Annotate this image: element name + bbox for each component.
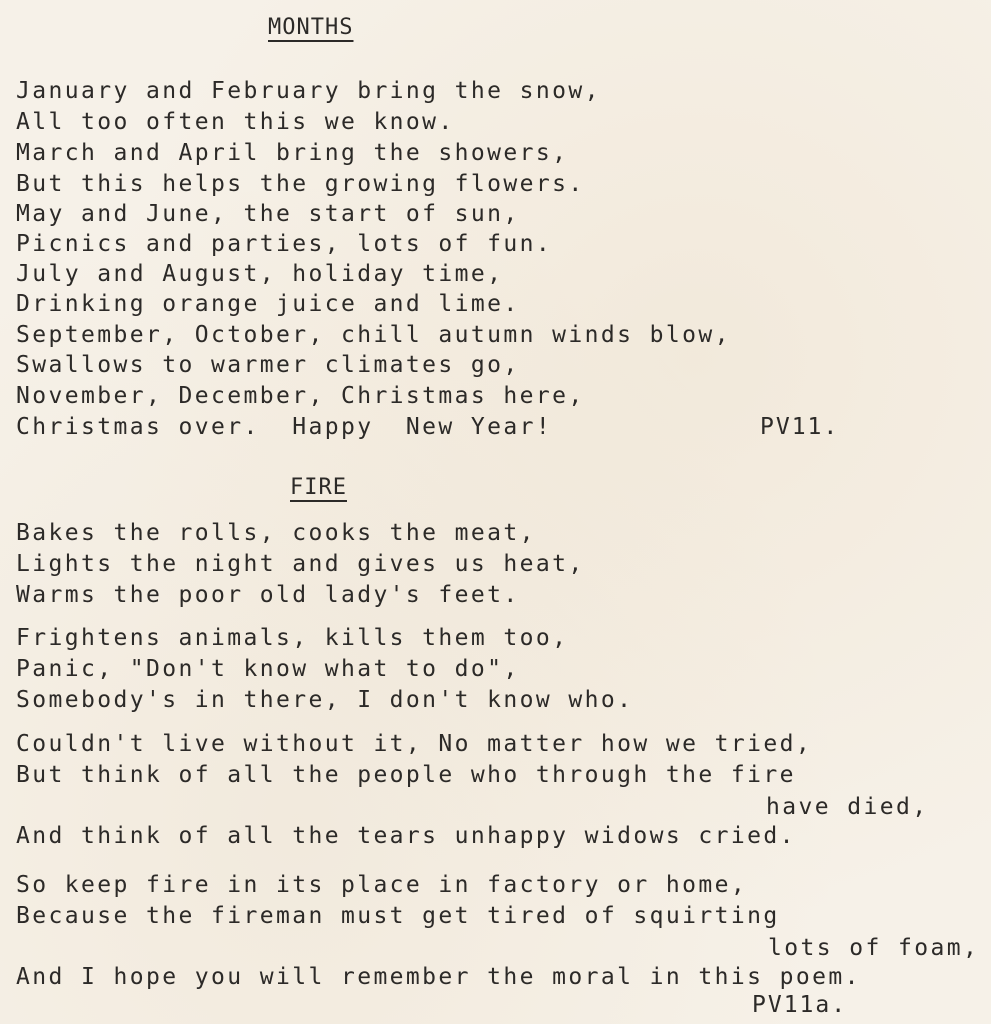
poem-line: Because the fireman must get tired of squirting <box>16 903 780 929</box>
poem-line: Warms the poor old lady's feet. <box>16 582 520 608</box>
poem-title-months: MONTHS <box>268 15 354 40</box>
poem-line: Lights the night and gives us heat, <box>16 551 585 577</box>
poem-line: Drinking orange juice and lime. <box>16 291 520 317</box>
poem-line: Frightens animals, kills them too, <box>16 625 569 651</box>
poem-line: January and February bring the snow, <box>16 78 601 104</box>
poem-line: Somebody's in there, I don't know who. <box>16 687 634 713</box>
poem-line: May and June, the start of sun, <box>16 201 520 227</box>
poem-line: And I hope you will remember the moral in this poem. <box>16 964 861 990</box>
poem-line: Couldn't live without it, No matter how we tried, <box>16 731 813 757</box>
poem-line: All too often this we know. <box>16 109 455 135</box>
poem-line: And think of all the tears unhappy widows cried. <box>16 823 796 849</box>
poem-line: Bakes the rolls, cooks the meat, <box>16 520 536 546</box>
poem-line: Panic, "Don't know what to do", <box>16 656 520 682</box>
poem-line-continuation: lots of foam, <box>768 935 980 961</box>
poem-signature: PV11. <box>760 414 840 440</box>
poem-line: November, December, Christmas here, <box>16 383 585 409</box>
poem-line: July and August, holiday time, <box>16 261 504 287</box>
poem-line: Christmas over. Happy New Year! <box>16 414 553 440</box>
poem-line: But this helps the growing flowers. <box>16 171 585 197</box>
poem-line: So keep fire in its place in factory or home, <box>16 872 748 898</box>
poem-signature: PV11a. <box>752 992 848 1018</box>
poem-line: March and April bring the showers, <box>16 140 569 166</box>
poem-title-fire: FIRE <box>290 475 347 500</box>
poem-line: Swallows to warmer climates go, <box>16 352 520 378</box>
poem-line-continuation: have died, <box>766 794 929 820</box>
poem-line: But think of all the people who through the fire <box>16 762 796 788</box>
poem-line: Picnics and parties, lots of fun. <box>16 231 553 257</box>
poem-line: September, October, chill autumn winds blow, <box>16 322 731 348</box>
